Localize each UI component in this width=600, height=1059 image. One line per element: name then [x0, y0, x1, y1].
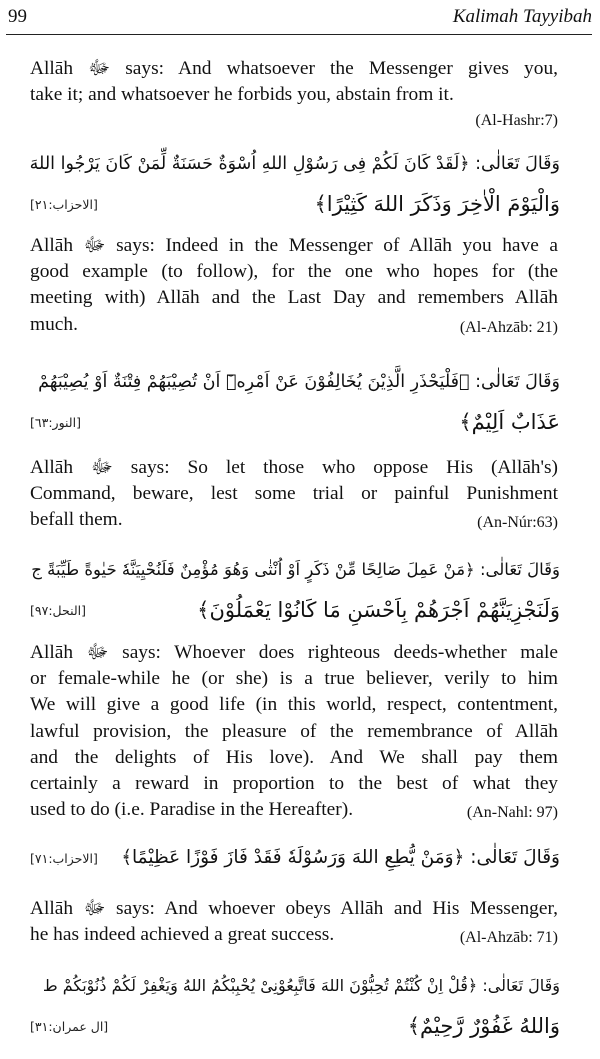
english-line: good example (to follow), for the one who hopes for (the [30, 261, 558, 283]
arabic-line: وَقَالَ تَعَالٰى: ﴿لَقَدْ كَانَ لَكُمْ فِى رَسُوْلِ اللهِ اُسْوَةٌ حَسَنَةٌ لِّمَنْ كَانَ يَرْجُوا اللهَ [30, 154, 560, 174]
arabic-line: وَلَنَجْزِيَنَّهُمْ اَجْرَهُمْ بِاَحْسَنِ مَا كَانُوْا يَعْمَلُوْنَ﴾ [197, 598, 560, 622]
surah-reference: (Al-Hashr:7) [475, 112, 558, 130]
arabic-verse-ahzab-21 [30, 144, 560, 224]
arabic-citation: [ال عمران:٣١] [30, 1018, 109, 1034]
page-header [6, 0, 592, 35]
english-translation-nahl-97 [30, 640, 558, 823]
english-line: or female-while he (or she) is a true believer, verily to him [30, 668, 558, 690]
english-line: Allāh ﷻ says: Whoever does righteous deeds-whether male [30, 642, 558, 663]
english-line: befall them. [30, 509, 123, 531]
arabic-verse-nahl-97 [30, 550, 560, 630]
english-line: meeting with) Allāh and the Last Day and remembers Allāh [30, 287, 558, 309]
arabic-line: وَقَالَ تَعَالٰى: ﴿وَمَنْ يُّطِعِ اللهَ وَرَسُوْلَهٗ فَقَدْ فَازَ فَوْزًا عَظِيْمًا﴾ [121, 847, 560, 868]
running-title: Kalimah Tayyibah [452, 6, 592, 27]
english-line: Allāh ﷻ says: And whatsoever the Messenger gives you, [30, 58, 558, 79]
surah-reference: (An-Nahl: 97) [466, 804, 558, 822]
english-line: We will give a good life (in this world, respect, contentment, [30, 694, 558, 716]
english-line: he has indeed achieved a great success. [30, 924, 335, 946]
english-translation-hashr [30, 56, 558, 132]
english-line: take it; and whatsoever he forbids you, abstain from it. [30, 84, 454, 106]
arabic-verse-ahzab-71 [30, 838, 560, 878]
arabic-citation: [النور:٦٣] [30, 414, 81, 430]
english-translation-nur-63 [30, 455, 558, 534]
english-line: lawful provision, the pleasure of the remembrance of Allāh [30, 720, 558, 742]
english-line: and the delights of His love). And We shall pay them [30, 746, 558, 768]
arabic-line: وَقَالَ تَعَالٰى: ﴿قُلْ اِنْ كُنْتُمْ تُحِبُّوْنَ اللهَ فَاتَّبِعُوْنِىْ يُحْبِبْكُمُ اللهُ وَيَغْفِرْ لَكُمْ ذُنُوْبَكُمْ ط [42, 976, 560, 995]
arabic-citation: [النحل:٩٧] [30, 602, 87, 618]
arabic-citation: [الاحزاب:٧١] [30, 850, 98, 866]
arabic-line: عَذَابٌ اَلِيْمٌ﴾ [459, 410, 560, 434]
english-line: Allāh ﷻ says: Indeed in the Messenger of Allāh you have a [30, 235, 558, 256]
arabic-verse-nur-63 [30, 362, 560, 442]
arabic-line: وَاللهُ غَفُوْرٌ رَّحِيْمٌ﴾ [407, 1014, 560, 1038]
arabic-line: وَقَالَ تَعَالٰى: ﴿فَلْيَحْذَرِ الَّذِيْنَ يُخَالِفُوْنَ عَنْ اَمْرِهٖٓ اَنْ تُصِيْبَهُمْ فِتْنَةٌ اَوْ يُصِيْبَهُمْ [38, 372, 560, 392]
english-line: Allāh ﷻ says: So let those who oppose His (Allāh's) [30, 457, 558, 478]
surah-reference: (Al-Ahzāb: 21) [459, 318, 558, 336]
english-line: used to do (i.e. Paradise in the Hereafter). [30, 799, 354, 821]
arabic-line: وَالْيَوْمَ الْاٰخِرَ وَذَكَرَ اللهَ كَثِيْرًا﴾ [314, 192, 560, 216]
english-line: Allāh ﷻ says: And whoever obeys Allāh and His Messenger, [30, 898, 558, 919]
english-line: Command, beware, lest some trial or painful Punishment [30, 483, 558, 505]
arabic-line: وَقَالَ تَعَالٰى: ﴿مَنْ عَمِلَ صَالِحًا مِّنْ ذَكَرٍ اَوْ اُنْثٰى وَهُوَ مُؤْمِنٌ فَلَنُحْيِيَنَّهٗ حَيٰوةً طَيِّبَةً ج [31, 560, 560, 579]
english-translation-ahzab-71 [30, 896, 558, 948]
surah-reference: (Al-Ahzāb: 71) [459, 929, 558, 947]
arabic-citation: [الاحزاب:٢١] [30, 196, 98, 212]
arabic-verse-imran-31 [30, 966, 560, 1046]
surah-reference: (An-Núr:63) [477, 514, 558, 532]
english-line: certainly a reward in proportion to the best of what they [30, 772, 558, 794]
english-line: much. [30, 313, 78, 335]
english-translation-ahzab-21 [30, 233, 558, 338]
page-number: 99 [8, 6, 27, 27]
